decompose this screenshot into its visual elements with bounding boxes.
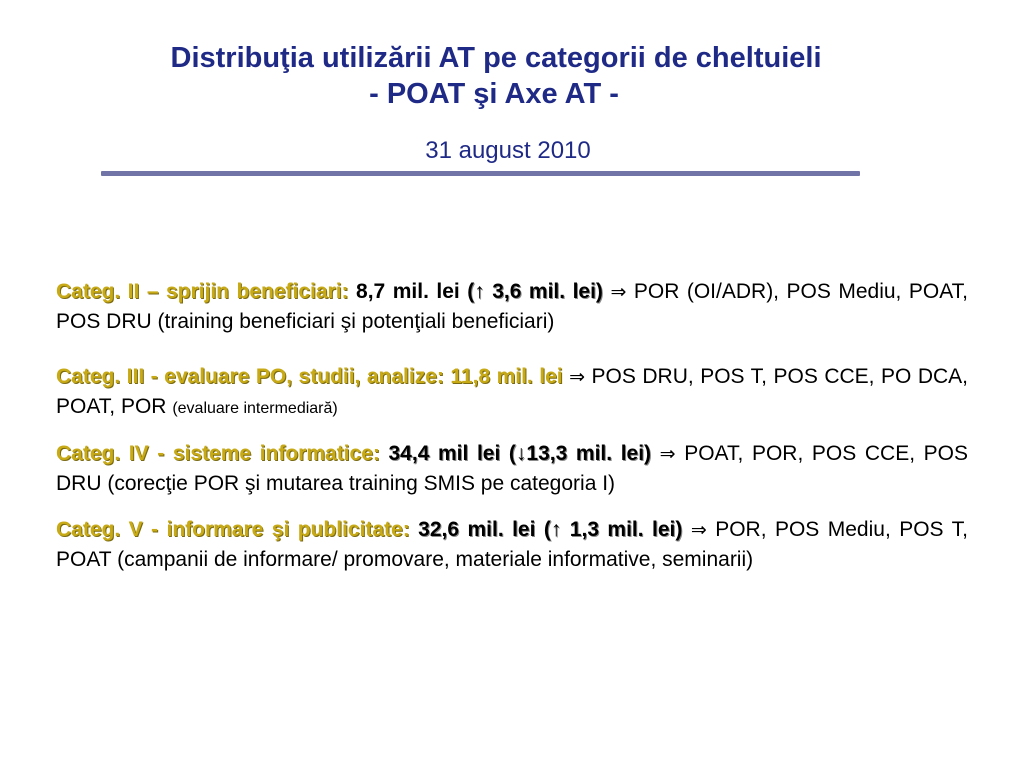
category-label: Categ. II – sprijin beneficiari:: [56, 280, 349, 303]
implies-arrow-icon: ⇒: [659, 443, 676, 465]
date-text: 31 august 2010: [425, 137, 591, 164]
category-amount: 34,4 mil lei: [388, 442, 501, 465]
category-list: [56, 277, 968, 574]
category-delta: (↑ 1,3 mil. lei): [543, 518, 683, 541]
category-label: Categ. IV - sisteme informatice:: [56, 442, 380, 465]
category-programs: POR, POS Mediu, POS T, POAT (campanii de informare/ promovare, materiale informative, seminarii): [56, 518, 968, 571]
title-line-2: - POAT şi Axe AT -: [369, 78, 619, 110]
implies-arrow-icon: ⇒: [690, 519, 707, 541]
category-amount: 11,8 mil. lei: [450, 365, 563, 388]
category-label: Categ. III - evaluare PO, studii, analize:: [56, 365, 444, 388]
category-item-v: [56, 515, 968, 574]
category-label: Categ. V - informare şi publicitate:: [56, 518, 410, 541]
category-programs: POAT, POR, POS CCE, POS DRU (corecţie POR şi mutarea training SMIS pe categoria I): [56, 442, 969, 495]
category-amount: 32,6 mil. lei: [418, 518, 536, 541]
category-note: (evaluare intermediară): [172, 400, 338, 417]
implies-arrow-icon: ⇒: [569, 366, 586, 388]
category-programs: POS DRU, POS T, POS CCE, PO DCA, POAT, POR: [56, 365, 969, 418]
category-item-iv: [56, 439, 968, 498]
slide-date: [0, 137, 1024, 165]
category-item-ii: [56, 277, 968, 336]
category-delta: (↑ 3,6 mil. lei): [467, 280, 603, 303]
title-line-1: Distribuţia utilizării AT pe categorii de cheltuieli: [170, 42, 822, 74]
category-amount: 8,7 mil. lei: [356, 280, 460, 303]
slide-title: [0, 40, 1024, 112]
category-programs: POR (OI/ADR), POS Mediu, POAT, POS DRU (training beneficiari şi potenţiali beneficiari): [56, 280, 968, 333]
category-delta: (↓13,3 mil. lei): [508, 442, 652, 465]
category-item-iii: [56, 362, 968, 423]
implies-arrow-icon: ⇒: [610, 281, 627, 303]
title-divider: [101, 171, 860, 176]
